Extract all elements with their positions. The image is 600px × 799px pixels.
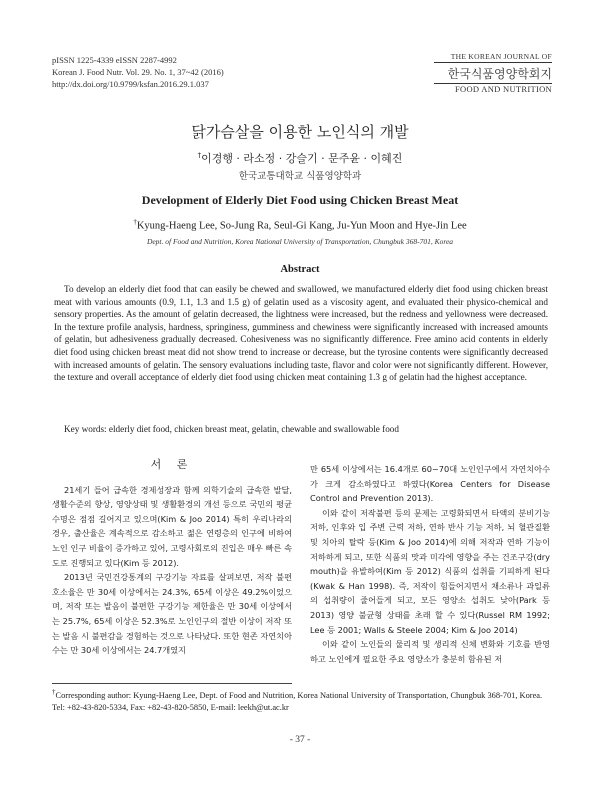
footnote-mark: † [52, 688, 56, 696]
journal-logo [434, 52, 552, 94]
affiliation-korean: 한국교통대학교 식품영양학과 [238, 171, 362, 182]
affiliation-english: Dept. of Food and Nutrition, Korea National University of Transportation, Chungbuk 368-701, Korea [146, 237, 454, 246]
footnote-text: Corresponding author: Kyung-Haeng Lee, Dept. of Food and Nutrition, Korea National University of Transportation, Chungbuk 368-701, Korea. Tel: +82-43-820-5334, Fax: +82-43-820-5850, E-mail: leekh@ut.ac.kr [52, 690, 543, 713]
authors-korean-names: 이경행 · 라소정 · 강슬기 · 문주윤 · 이혜진 [201, 152, 403, 165]
paragraph: 2013년 국민건강통계의 구강기능 자료를 살펴보면, 저작 불편 호소율은 만 30세 이상에서는 24.3%, 65세 이상은 49.2%이었으며, 저작 또는 발음이 불편한 구강기능 제한율은 만 30세 이상에서는 25.7%, 65세 이상은 52.3%로 노인인구의 절반 이상이 저작 또는 발음 시 불편감을 경험하는 것으로 나타났다. 또한 현존 자연치아수는 만 30세 이상에서는 24.7개였지 [52, 572, 292, 656]
issn-line: pISSN 1225-4339 eISSN 2287-4992 [52, 55, 177, 65]
abstract-heading: Abstract [280, 264, 320, 275]
abstract-text: To develop an elderly diet food that can easily be chewed and swallowed, we manufactured elderly diet food using chicken breast meat with various amounts (0.9, 1.1, 1.3 and 1.5 g) of gelatin used as a viscosity agent, and evaluated their physico-chemical and sensory properties. As the amount of gelatin decreased, the lightness were increased, but the redness and yellowness were decreased. In the texture profile analysis, hardness, springiness, gumminess and chewiness were significantly increased with increased amounts of gelatin, but adhesiveness gradually decreased. Cohesiveness was no significantly difference. Free amino acid contents in elderly diet food using chicken breast meat did not show trend to increase or decrease, but the tyrosine contents were significantly decreased with increased amounts of gelatin. The sensory evaluations including taste, flavor and color were not significantly different. However, the texture and overall acceptance of elderly diet food using chicken meat containing 1.3 g of gelatin had the highest acceptance. [54, 284, 548, 383]
journal-name-en-top: THE KOREAN JOURNAL OF [434, 52, 552, 63]
body-column-right [310, 462, 550, 666]
section-title-introduction: 서 론 [150, 458, 194, 471]
authors-english [0, 218, 600, 232]
journal-header-info [52, 54, 224, 90]
authors-english-names: Kyung-Haeng Lee, So-Jung Ra, Seul-Gi Kang, Ju-Yun Moon and Hye-Jin Lee [136, 220, 467, 232]
authors-korean [0, 150, 600, 166]
keywords: Key words: elderly diet food, chicken breast meat, gelatin, chewable and swallowable food [64, 424, 399, 434]
corresponding-mark: † [197, 151, 202, 160]
citation-line: Korean J. Food Nutr. Vol. 29. No. 1, 37~42 (2016) [52, 67, 224, 77]
page-number: - 37 - [289, 735, 311, 745]
corresponding-mark-en: † [133, 218, 137, 226]
paragraph: 이와 같이 저작불편 등의 문제는 고령화되면서 타액의 분비기능 저하, 인후와 입 주변 근력 저하, 연하 반사 기능 저하, 뇌 혈관질환 및 치아의 탈락 등(Kim & Joo 2014)에 의해 저작과 연하 기능이 저하하게 되고, 또한 식품의 맛과 미각에 영향을 주는 건조구강(dry mouth)을 유발하여(Kim 등 2012) 식품의 섭취를 기피하게 된다(Kwak & Han 1998). 즉, 저작이 힘들어지면서 채소류나 과일류의 섭취량이 줄어들게 되고, 모든 영양소 섭취도 낮아(Park 등 2013) 영양 불균형 상태를 초래 할 수 있다(Russel RM 1992; Lee 등 2001; Walls & Steele 2004; Kim & Joo 2014) [310, 507, 550, 635]
footnote-divider [52, 683, 292, 684]
paragraph: 만 65세 이상에서는 16.4개로 60~70대 노인인구에서 자연치아수가 크게 감소하였다고 하였다(Korea Centers for Disease Control and Prevention 2013). [310, 464, 550, 504]
corresponding-author-footnote [52, 686, 552, 715]
title-english: Development of Elderly Diet Food using Chicken Breast Meat [141, 193, 459, 207]
paragraph: 이와 같이 노인들의 물리적 및 생리적 신체 변화와 기호를 반영하고 노인에게 필요한 주요 영양소가 충분히 함유된 저 [310, 639, 550, 664]
paragraph: 21세기 들어 급속한 경제성장과 함께 의학기술의 급속한 발달, 생활수준의 향상, 영양상태 및 생활환경의 개선 등으로 국민의 평균 수명은 점점 길어지고 있으며(Kim & Joo 2014) 특히 우리나라의 경우, 출산율은 계속적으로 감소하고 젊은 연령층의 인구에 비하여 노인 인구 비율이 증가하고 있어, 고령사회로의 진입은 매우 빠른 속도로 진행되고 있다(Kim 등 2012). [52, 484, 292, 568]
title-korean: 닭가슴살을 이용한 노인식의 개발 [191, 123, 409, 141]
doi-line: http://dx.doi.org/10.9799/ksfan.2016.29.1.037 [52, 79, 209, 89]
body-column-left [52, 458, 292, 658]
journal-name-en-bottom: FOOD AND NUTRITION [434, 83, 552, 94]
journal-name-ko: 한국식품영양학회지 [447, 67, 552, 81]
